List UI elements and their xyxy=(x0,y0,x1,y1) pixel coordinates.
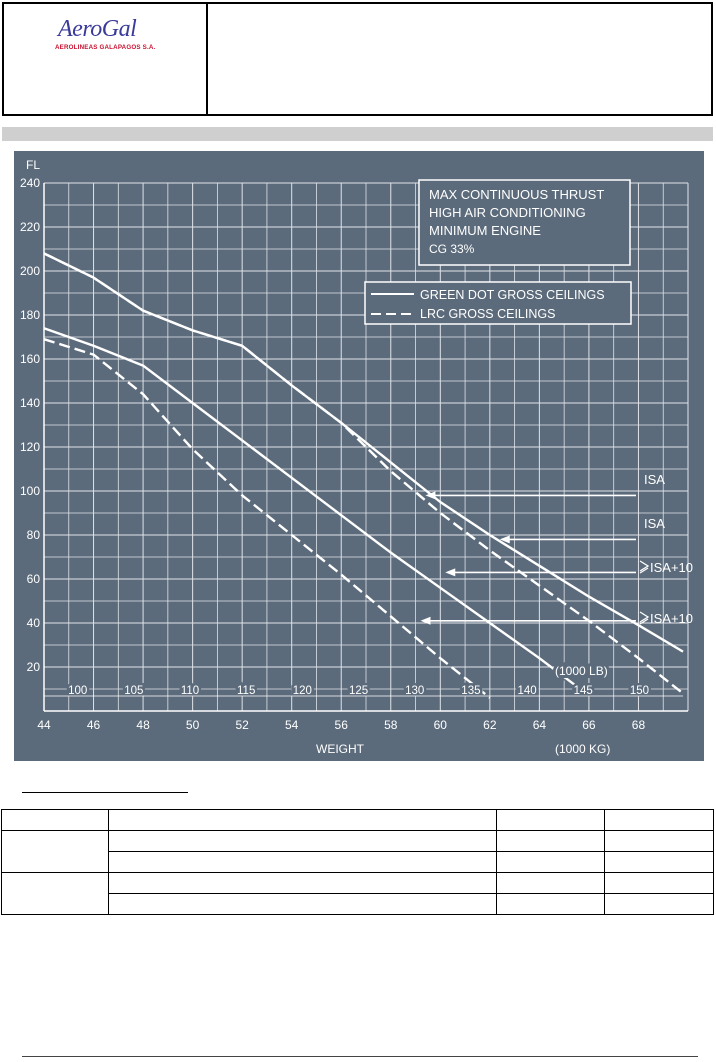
x2-tick-label: 145 xyxy=(573,685,593,697)
revision-table xyxy=(1,809,714,915)
aerogal-logo: AeroGal xyxy=(58,16,137,42)
table-row xyxy=(2,894,714,915)
pointer-arrowhead-3 xyxy=(445,568,455,576)
y-tick-label: 180 xyxy=(19,308,40,322)
condition-line-2: HIGH AIR CONDITIONING xyxy=(429,205,586,220)
x2-tick-label: 115 xyxy=(237,685,256,697)
x-tick-label: 60 xyxy=(433,718,447,732)
section-band xyxy=(2,127,713,141)
table-row xyxy=(2,831,714,852)
curve-label-isa10-1: ISA+10 xyxy=(650,560,694,575)
y-tick-label: 160 xyxy=(19,352,40,366)
table-row xyxy=(2,810,714,831)
x2-tick-label: 120 xyxy=(292,685,312,697)
x2-tick-label: 150 xyxy=(629,685,650,697)
x2-tick-label: 140 xyxy=(517,685,537,697)
curve-label-isa10-2: ISA+10 xyxy=(650,611,694,626)
x2-unit-label: (1000 LB) xyxy=(555,664,608,678)
y-tick-label: 60 xyxy=(26,572,40,586)
x2-tick-label: 135 xyxy=(461,685,481,697)
curve-label-isa-2: ISA xyxy=(644,516,665,531)
x2-tick-label: 110 xyxy=(180,685,200,697)
x-tick-label: 66 xyxy=(582,718,596,732)
x2-tick-label: 100 xyxy=(68,685,88,697)
logo-cell xyxy=(4,4,208,114)
aerogal-logo-subtitle: AEROLINEAS GALAPAGOS S.A. xyxy=(55,44,156,51)
x2-tick-label: 105 xyxy=(124,685,144,697)
condition-line-1: MAX CONTINUOUS THRUST xyxy=(429,187,605,202)
chart-legend xyxy=(365,282,631,324)
y-tick-label: 80 xyxy=(26,528,40,542)
legend-entry-lrc: LRC GROSS CEILINGS xyxy=(420,307,556,321)
x-tick-label: 68 xyxy=(631,718,646,732)
gross-ceiling-chart xyxy=(14,151,704,761)
x-tick-label: 58 xyxy=(384,718,398,732)
y-tick-label: 40 xyxy=(26,616,40,630)
y-tick-label: 220 xyxy=(19,220,40,234)
y-tick-label: 100 xyxy=(19,484,40,498)
x-tick-label: 52 xyxy=(235,718,249,732)
document-header xyxy=(2,2,713,116)
x-tick-label: 44 xyxy=(37,718,51,732)
x2-tick-label: 125 xyxy=(348,685,369,697)
x-axis-label: WEIGHT xyxy=(316,742,364,756)
x2-tick-label: 130 xyxy=(405,685,425,697)
x-tick-label: 64 xyxy=(532,718,547,732)
footer-line xyxy=(22,1056,698,1057)
table-row xyxy=(2,873,714,894)
x-tick-label: 50 xyxy=(185,718,200,732)
y-tick-label: 200 xyxy=(19,264,40,278)
x-tick-label: 56 xyxy=(334,718,348,732)
x-tick-label: 62 xyxy=(483,718,497,732)
section-underline xyxy=(22,792,188,793)
x-unit-label: (1000 KG) xyxy=(555,742,611,756)
y-tick-label: 240 xyxy=(19,176,40,190)
conditions-box xyxy=(419,180,630,265)
curve-label-isa-1: ISA xyxy=(644,472,665,487)
legend-entry-green-dot: GREEN DOT GROSS CEILINGS xyxy=(420,288,605,302)
y-tick-label: 20 xyxy=(26,660,40,674)
x-tick-label: 46 xyxy=(86,718,101,732)
table-row xyxy=(2,852,714,873)
condition-line-3: MINIMUM ENGINE xyxy=(429,223,541,238)
y-axis-label: FL xyxy=(26,158,41,172)
y-tick-label: 120 xyxy=(19,440,40,454)
x-tick-label: 48 xyxy=(136,718,150,732)
pointer-arrowhead-4 xyxy=(420,617,430,625)
ceiling-chart-panel xyxy=(14,151,704,761)
condition-line-4: CG 33% xyxy=(429,242,475,256)
y-tick-label: 140 xyxy=(19,396,40,410)
x-tick-label: 54 xyxy=(285,718,299,732)
